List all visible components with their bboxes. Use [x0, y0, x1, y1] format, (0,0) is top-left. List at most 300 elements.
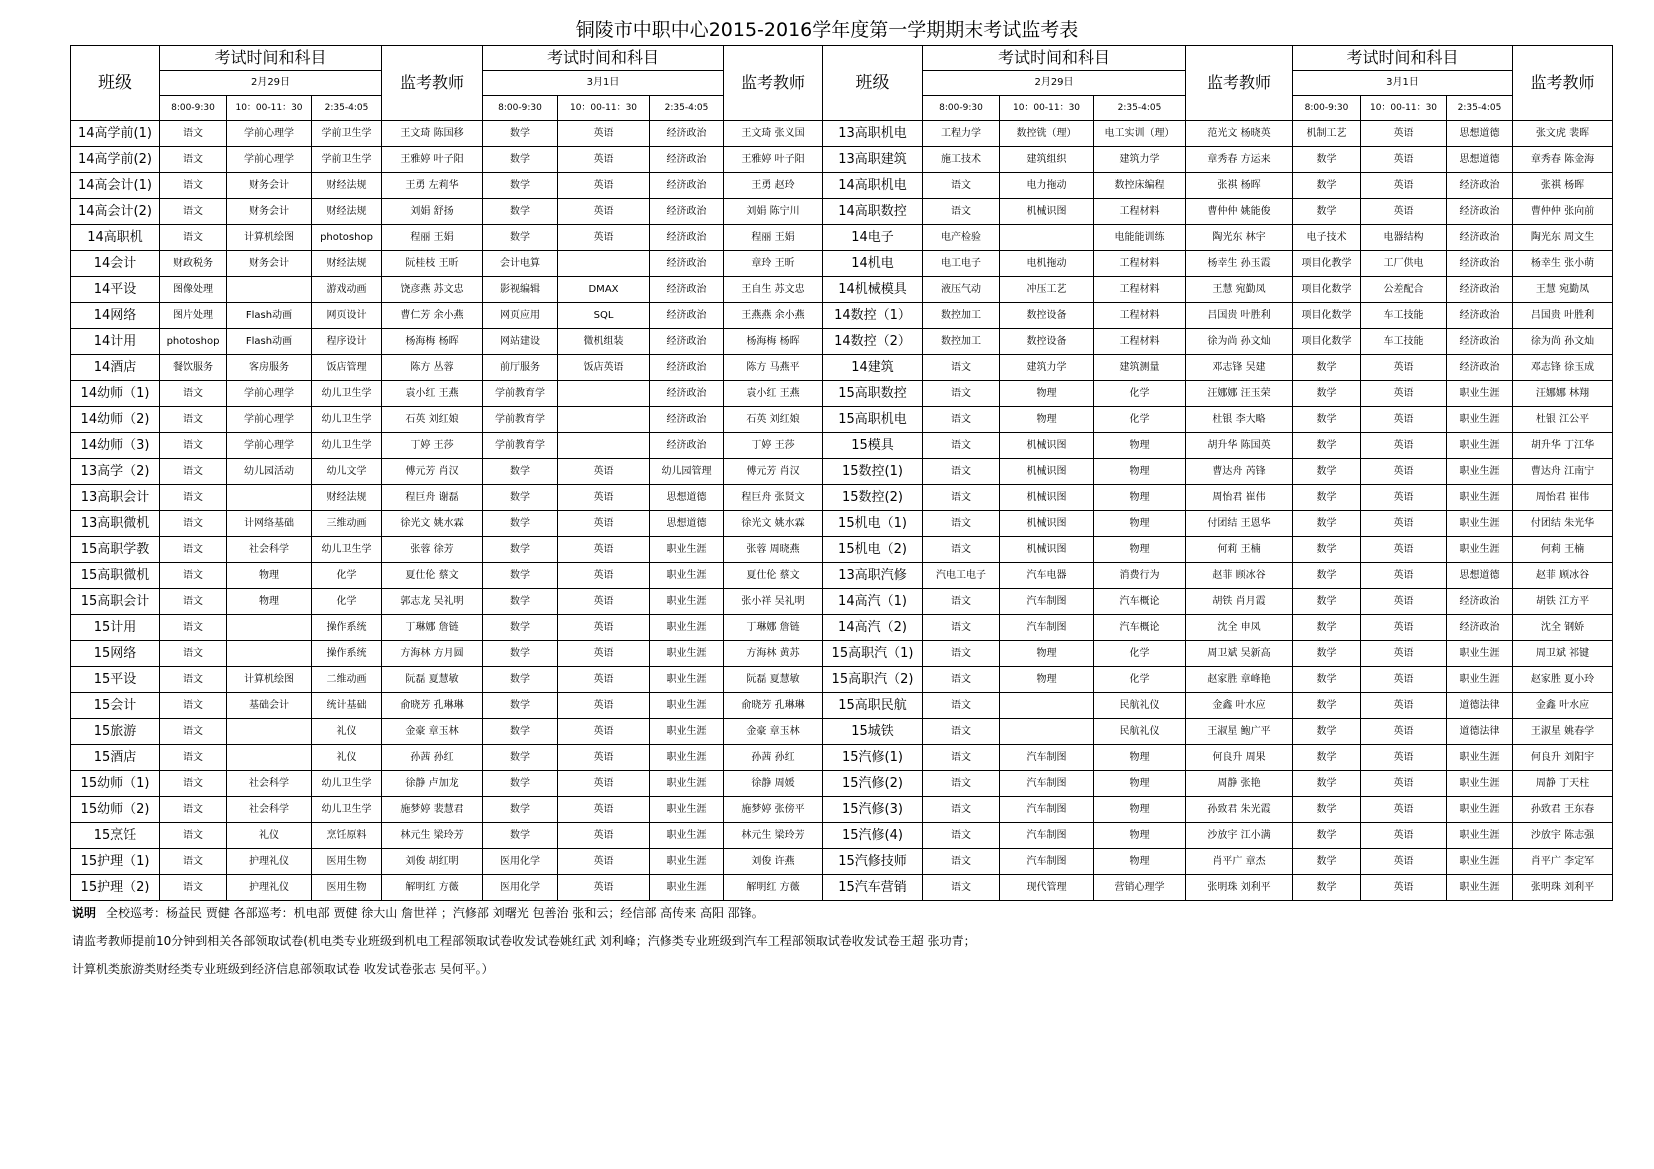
subject-cell-left: 语文: [160, 667, 227, 693]
class-cell-left: 15高职会计: [71, 589, 160, 615]
class-cell-left: 15旅游: [71, 719, 160, 745]
subject-cell-left: [227, 277, 312, 303]
invigilator-cell-right: 王慧 宛勤凤: [1186, 277, 1293, 303]
invigilator-cell-right: 章秀春 陈金海: [1513, 147, 1613, 173]
class-cell-right: 15汽车营销: [823, 875, 923, 901]
subject-cell-right: 汽车制图: [1000, 745, 1094, 771]
subject-cell-left: 图像处理: [160, 277, 227, 303]
subject-cell-right: 语文: [923, 693, 1000, 719]
subject-cell-right: 英语: [1361, 719, 1447, 745]
invigilator-cell-right: 赵家胜 夏小玲: [1513, 667, 1613, 693]
subject-cell-left: 英语: [558, 875, 650, 901]
class-cell-left: 15高职学教: [71, 537, 160, 563]
subject-cell-right: 语文: [923, 485, 1000, 511]
subject-cell-right: 英语: [1361, 615, 1447, 641]
subject-cell-right: 数学: [1293, 173, 1361, 199]
subject-cell-right: 工厂供电: [1361, 251, 1447, 277]
invigilator-cell-left: 金豪 章玉林: [724, 719, 823, 745]
invigilator-cell-left: 俞晓芳 孔琳琳: [382, 693, 483, 719]
class-cell-right: 14高汽（2): [823, 615, 923, 641]
class-cell-right: 15汽修技师: [823, 849, 923, 875]
subject-cell-right: 语文: [923, 433, 1000, 459]
subject-cell-left: 学前教育学: [483, 433, 558, 459]
subject-cell-left: 经济政治: [650, 329, 724, 355]
subject-cell-left: 职业生涯: [650, 589, 724, 615]
subject-cell-left: 数学: [483, 563, 558, 589]
notes-line-1: [72, 905, 764, 921]
subject-cell-left: [558, 433, 650, 459]
invigilator-cell-right: 陶光东 林宇: [1186, 225, 1293, 251]
invigilator-cell-right: 邓志锋 吴建: [1186, 355, 1293, 381]
invigilator-cell-right: 金鑫 叶水应: [1186, 693, 1293, 719]
invigilator-cell-left: 刘娟 舒扬: [382, 199, 483, 225]
subject-cell-right: 电器结构: [1361, 225, 1447, 251]
subject-cell-right: 物理: [1000, 381, 1094, 407]
class-cell-left: 15平设: [71, 667, 160, 693]
invigilator-cell-left: 金豪 章玉林: [382, 719, 483, 745]
subject-cell-right: 化学: [1094, 641, 1186, 667]
subject-cell-left: 语文: [160, 693, 227, 719]
subject-cell-left: 网页设计: [312, 303, 382, 329]
subject-cell-left: 幼儿文学: [312, 459, 382, 485]
subject-cell-left: 英语: [558, 121, 650, 147]
subject-cell-right: 物理: [1094, 823, 1186, 849]
subject-cell-left: 微机组装: [558, 329, 650, 355]
subject-cell-right: 数学: [1293, 771, 1361, 797]
subject-cell-right: 汽电工电子: [923, 563, 1000, 589]
subject-cell-left: 英语: [558, 225, 650, 251]
invigilator-cell-right: 孙致君 王东春: [1513, 797, 1613, 823]
invigilator-cell-right: 金鑫 叶水应: [1513, 693, 1613, 719]
invigilator-cell-left: 郭志龙 吴礼明: [382, 589, 483, 615]
table-row: [71, 667, 1613, 693]
class-cell-right: 15数控(2): [823, 485, 923, 511]
subject-cell-left: SQL: [558, 303, 650, 329]
invigilator-cell-right: 肖平广 章杰: [1186, 849, 1293, 875]
subject-cell-left: 英语: [558, 849, 650, 875]
invigilator-cell-right: 沈全 申凤: [1186, 615, 1293, 641]
subject-cell-left: 医用化学: [483, 875, 558, 901]
subject-cell-right: 消费行为: [1094, 563, 1186, 589]
subject-cell-right: 英语: [1361, 667, 1447, 693]
subject-cell-right: 职业生涯: [1447, 381, 1513, 407]
invigilator-cell-left: 张蓉 徐芳: [382, 537, 483, 563]
class-cell-right: 15模具: [823, 433, 923, 459]
subject-cell-left: 语文: [160, 485, 227, 511]
subject-cell-left: 职业生涯: [650, 615, 724, 641]
subject-cell-right: 项目化数学: [1293, 277, 1361, 303]
subject-cell-right: 语文: [923, 771, 1000, 797]
subject-cell-left: 幼儿卫生学: [312, 537, 382, 563]
subject-cell-right: 职业生涯: [1447, 407, 1513, 433]
subject-cell-left: 数学: [483, 797, 558, 823]
class-cell-right: 14高汽（1): [823, 589, 923, 615]
subject-cell-left: 职业生涯: [650, 875, 724, 901]
subject-cell-left: 英语: [558, 667, 650, 693]
class-cell-left: 15高职微机: [71, 563, 160, 589]
class-cell-right: 14机电: [823, 251, 923, 277]
subject-cell-left: 数学: [483, 771, 558, 797]
exam-header-3: 考试时间和科目: [923, 46, 1186, 71]
invigilator-cell-left: 石英 刘红娘: [724, 407, 823, 433]
subject-cell-right: 数学: [1293, 537, 1361, 563]
table-row: [71, 563, 1613, 589]
notes-text-1: 全校巡考：杨益民 贾健 各部巡考：机电部 贾健 徐大山 詹世祥 ；汽修部 刘曙光 包善治 张和云；经信部 高传来 高阳 邵锋。: [106, 906, 764, 920]
subject-cell-right: 英语: [1361, 537, 1447, 563]
invigilator-cell-right: 邓志锋 徐玉成: [1513, 355, 1613, 381]
subject-cell-left: Flash动画: [227, 329, 312, 355]
subject-cell-left: 经济政治: [650, 225, 724, 251]
time-header: 8:00-9:30: [483, 96, 558, 121]
invig-header-4: 监考教师: [1513, 46, 1613, 121]
exam-header-4: 考试时间和科目: [1293, 46, 1513, 71]
subject-cell-right: 数学: [1293, 563, 1361, 589]
subject-cell-right: 物理: [1094, 537, 1186, 563]
subject-cell-left: 学前教育学: [483, 407, 558, 433]
class-cell-right: 14机械模具: [823, 277, 923, 303]
subject-cell-left: 数学: [483, 693, 558, 719]
subject-cell-right: 机械识图: [1000, 459, 1094, 485]
subject-cell-right: 英语: [1361, 433, 1447, 459]
subject-cell-left: 经济政治: [650, 147, 724, 173]
subject-cell-right: 职业生涯: [1447, 823, 1513, 849]
subject-cell-left: 语文: [160, 147, 227, 173]
subject-cell-right: 经济政治: [1447, 329, 1513, 355]
subject-cell-left: 语文: [160, 225, 227, 251]
subject-cell-right: 数学: [1293, 797, 1361, 823]
subject-cell-left: 经济政治: [650, 407, 724, 433]
invigilator-cell-left: 方海林 方月圆: [382, 641, 483, 667]
invigilator-cell-right: 曹达舟 芮锋: [1186, 459, 1293, 485]
subject-cell-right: 物理: [1000, 407, 1094, 433]
subject-cell-left: 数学: [483, 719, 558, 745]
subject-cell-right: 语文: [923, 797, 1000, 823]
invigilator-cell-right: 张祺 杨晖: [1186, 173, 1293, 199]
subject-cell-left: [558, 381, 650, 407]
class-cell-right: 15机电（2): [823, 537, 923, 563]
subject-cell-left: 财务会计: [227, 173, 312, 199]
subject-cell-left: 英语: [558, 511, 650, 537]
subject-cell-left: 语文: [160, 771, 227, 797]
subject-cell-left: 财政税务: [160, 251, 227, 277]
subject-cell-left: Flash动画: [227, 303, 312, 329]
subject-cell-left: [227, 615, 312, 641]
invigilation-table: [70, 45, 1613, 901]
subject-cell-right: 民航礼仪: [1094, 693, 1186, 719]
subject-cell-right: 营销心理学: [1094, 875, 1186, 901]
invigilator-cell-left: 徐静 卢加龙: [382, 771, 483, 797]
subject-cell-left: 语文: [160, 797, 227, 823]
subject-cell-right: 建筑组织: [1000, 147, 1094, 173]
subject-cell-right: [1000, 225, 1094, 251]
subject-cell-left: 幼儿园活动: [227, 459, 312, 485]
subject-cell-right: 经济政治: [1447, 589, 1513, 615]
subject-cell-right: 汽车制图: [1000, 589, 1094, 615]
subject-cell-left: 经济政治: [650, 355, 724, 381]
invigilator-cell-left: 解明红 方薇: [724, 875, 823, 901]
subject-cell-left: 前厅服务: [483, 355, 558, 381]
subject-cell-left: 经济政治: [650, 381, 724, 407]
subject-cell-left: 英语: [558, 459, 650, 485]
subject-cell-left: [558, 407, 650, 433]
class-cell-right: 15高职机电: [823, 407, 923, 433]
invigilator-cell-left: 方海林 黄苏: [724, 641, 823, 667]
time-header: 2:35-4:05: [312, 96, 382, 121]
invigilator-cell-left: 王雅婷 叶子阳: [382, 147, 483, 173]
table-row: [71, 173, 1613, 199]
subject-cell-left: 网站建设: [483, 329, 558, 355]
subject-cell-right: 电工实训（理）: [1094, 121, 1186, 147]
invigilator-cell-left: 袁小红 王燕: [724, 381, 823, 407]
subject-cell-right: 物理: [1094, 797, 1186, 823]
subject-cell-left: 职业生涯: [650, 849, 724, 875]
table-row: [71, 303, 1613, 329]
class-cell-left: 15护理（1): [71, 849, 160, 875]
subject-cell-left: 语文: [160, 719, 227, 745]
class-cell-left: 15护理（2): [71, 875, 160, 901]
subject-cell-right: 数学: [1293, 381, 1361, 407]
time-header: 2:35-4:05: [1094, 96, 1186, 121]
invigilator-cell-left: 夏仕伦 蔡文: [724, 563, 823, 589]
class-cell-right: 15汽修(4): [823, 823, 923, 849]
class-cell-left: 14平设: [71, 277, 160, 303]
subject-cell-right: 经济政治: [1447, 277, 1513, 303]
invigilator-cell-right: 胡铁 江方平: [1513, 589, 1613, 615]
subject-cell-left: 英语: [558, 823, 650, 849]
exam-header-1: 考试时间和科目: [160, 46, 382, 71]
subject-cell-left: 医用生物: [312, 875, 382, 901]
invigilator-cell-right: 沙放宇 江小满: [1186, 823, 1293, 849]
table-row: [71, 485, 1613, 511]
subject-cell-left: 护理礼仪: [227, 875, 312, 901]
subject-cell-right: 建筑力学: [1000, 355, 1094, 381]
time-header: 10：00-11：30: [1000, 96, 1094, 121]
class-cell-left: 15幼师（2): [71, 797, 160, 823]
subject-cell-left: 语文: [160, 407, 227, 433]
table-row: [71, 589, 1613, 615]
subject-cell-left: 数学: [483, 225, 558, 251]
invigilator-cell-right: 范光文 杨晓英: [1186, 121, 1293, 147]
subject-cell-right: 汽车制图: [1000, 797, 1094, 823]
invigilator-cell-right: 沈全 钢娇: [1513, 615, 1613, 641]
table-row: [71, 537, 1613, 563]
table-row: [71, 225, 1613, 251]
subject-cell-left: 语文: [160, 537, 227, 563]
class-cell-right: 14数控（1）: [823, 303, 923, 329]
class-cell-left: 14酒店: [71, 355, 160, 381]
invigilator-cell-left: 曹仁芳 余小燕: [382, 303, 483, 329]
date-header-1: 2月29日: [160, 71, 382, 96]
subject-cell-left: 英语: [558, 147, 650, 173]
subject-cell-right: 化学: [1094, 407, 1186, 433]
subject-cell-left: 化学: [312, 563, 382, 589]
subject-cell-right: 物理: [1094, 771, 1186, 797]
subject-cell-right: 冲压工艺: [1000, 277, 1094, 303]
subject-cell-right: 英语: [1361, 511, 1447, 537]
subject-cell-right: 数学: [1293, 147, 1361, 173]
class-cell-right: 15汽修(3): [823, 797, 923, 823]
invigilator-cell-left: 陈方 马燕平: [724, 355, 823, 381]
table-row: [71, 277, 1613, 303]
invigilator-cell-right: 徐为尚 孙文灿: [1513, 329, 1613, 355]
subject-cell-left: 幼儿卫生学: [312, 381, 382, 407]
notes-line-3: 计算机类旅游类财经类专业班级到经济信息部领取试卷 收发试卷张志 吴何平。）: [72, 962, 494, 976]
subject-cell-right: 语文: [923, 849, 1000, 875]
subject-cell-right: 英语: [1361, 797, 1447, 823]
invigilator-cell-left: 王文琦 张义国: [724, 121, 823, 147]
subject-cell-right: 数学: [1293, 615, 1361, 641]
subject-cell-left: 职业生涯: [650, 563, 724, 589]
invigilator-cell-right: 何莉 王楠: [1186, 537, 1293, 563]
invigilator-cell-right: 徐为尚 孙文灿: [1186, 329, 1293, 355]
subject-cell-right: 经济政治: [1447, 225, 1513, 251]
subject-cell-right: 工程材料: [1094, 199, 1186, 225]
invigilator-cell-left: 刘俊 许燕: [724, 849, 823, 875]
subject-cell-left: 操作系统: [312, 615, 382, 641]
subject-cell-right: 经济政治: [1447, 355, 1513, 381]
class-cell-left: 14高学前(1): [71, 121, 160, 147]
invigilator-cell-left: 施梦婷 裴慧君: [382, 797, 483, 823]
subject-cell-left: 语文: [160, 121, 227, 147]
subject-cell-left: 语文: [160, 615, 227, 641]
invigilator-cell-left: 杨海梅 杨晖: [382, 329, 483, 355]
invigilator-cell-right: 赵菲 顾冰谷: [1186, 563, 1293, 589]
subject-cell-left: [227, 485, 312, 511]
subject-cell-left: 影视编辑: [483, 277, 558, 303]
subject-cell-right: 英语: [1361, 771, 1447, 797]
subject-cell-left: 数学: [483, 485, 558, 511]
invigilator-cell-left: 徐静 周媛: [724, 771, 823, 797]
subject-cell-right: 电产检验: [923, 225, 1000, 251]
class-cell-right: 15城铁: [823, 719, 923, 745]
subject-cell-left: [227, 719, 312, 745]
class-cell-right: 14数控（2）: [823, 329, 923, 355]
subject-cell-left: 职业生涯: [650, 823, 724, 849]
subject-cell-right: 建筑测量: [1094, 355, 1186, 381]
subject-cell-right: 英语: [1361, 693, 1447, 719]
subject-cell-left: 物理: [227, 563, 312, 589]
subject-cell-left: 语文: [160, 381, 227, 407]
subject-cell-right: 机械识图: [1000, 199, 1094, 225]
subject-cell-left: 经济政治: [650, 277, 724, 303]
class-cell-right: 13高职机电: [823, 121, 923, 147]
subject-cell-right: 物理: [1094, 485, 1186, 511]
invigilator-cell-left: 孙茜 孙红: [724, 745, 823, 771]
subject-cell-left: 职业生涯: [650, 771, 724, 797]
subject-cell-right: 车工技能: [1361, 303, 1447, 329]
subject-cell-right: 思想道德: [1447, 147, 1513, 173]
subject-cell-left: 数学: [483, 199, 558, 225]
subject-cell-left: 礼仪: [227, 823, 312, 849]
subject-cell-right: 施工技术: [923, 147, 1000, 173]
invigilator-cell-right: 胡升华 陈国英: [1186, 433, 1293, 459]
subject-cell-right: 数学: [1293, 511, 1361, 537]
table-row: [71, 875, 1613, 901]
subject-cell-right: 语文: [923, 199, 1000, 225]
subject-cell-left: 饭店管理: [312, 355, 382, 381]
subject-cell-left: 经济政治: [650, 433, 724, 459]
subject-cell-right: 语文: [923, 381, 1000, 407]
subject-cell-left: 游戏动画: [312, 277, 382, 303]
subject-cell-right: 数学: [1293, 355, 1361, 381]
subject-cell-right: 英语: [1361, 563, 1447, 589]
subject-cell-left: 医用化学: [483, 849, 558, 875]
subject-cell-left: 语文: [160, 433, 227, 459]
invigilator-cell-right: 王慧 宛勤凤: [1513, 277, 1613, 303]
subject-cell-right: 物理: [1094, 745, 1186, 771]
invigilator-cell-right: 杨幸生 张小萌: [1513, 251, 1613, 277]
invigilator-cell-left: 阮磊 夏慧敏: [724, 667, 823, 693]
subject-cell-right: 语文: [923, 667, 1000, 693]
subject-cell-left: 财经法规: [312, 251, 382, 277]
subject-cell-right: 物理: [1094, 849, 1186, 875]
table-row: [71, 407, 1613, 433]
subject-cell-left: 经济政治: [650, 173, 724, 199]
subject-cell-right: 职业生涯: [1447, 511, 1513, 537]
subject-cell-right: 电能能训练: [1094, 225, 1186, 251]
class-cell-right: 15汽修(2): [823, 771, 923, 797]
subject-cell-right: 职业生涯: [1447, 459, 1513, 485]
subject-cell-right: 职业生涯: [1447, 667, 1513, 693]
page-title: 铜陵市中职中心2015-2016学年度第一学期期末考试监考表: [575, 19, 1079, 41]
subject-cell-left: 幼儿园管理: [650, 459, 724, 485]
time-header: 10：00-11：30: [558, 96, 650, 121]
invigilator-cell-left: 刘娟 陈宁川: [724, 199, 823, 225]
subject-cell-right: 电力拖动: [1000, 173, 1094, 199]
subject-cell-right: 数学: [1293, 719, 1361, 745]
subject-cell-left: 数学: [483, 589, 558, 615]
invigilator-cell-right: 胡升华 丁江华: [1513, 433, 1613, 459]
subject-cell-left: 语文: [160, 875, 227, 901]
class-cell-left: 14会计: [71, 251, 160, 277]
class-cell-left: 14高会计(2): [71, 199, 160, 225]
subject-cell-right: 英语: [1361, 199, 1447, 225]
invigilator-cell-right: 赵家胜 章峰艳: [1186, 667, 1293, 693]
subject-cell-left: 学前心理学: [227, 147, 312, 173]
invigilator-cell-right: 汪娜娜 汪玉荣: [1186, 381, 1293, 407]
subject-cell-right: 机械识图: [1000, 537, 1094, 563]
invigilator-cell-right: 陶光东 周文生: [1513, 225, 1613, 251]
subject-cell-right: 数学: [1293, 667, 1361, 693]
notes-line-2: 请监考教师提前10分钟到相关各部领取试卷(机电类专业班级到机电工程部领取试卷收发试卷姚红武 刘利峰；汽修类专业班级到汽车工程部领取试卷收发试卷王超 张功青；: [72, 934, 976, 948]
subject-cell-left: 英语: [558, 173, 650, 199]
subject-cell-right: 数学: [1293, 823, 1361, 849]
subject-cell-right: 现代管理: [1000, 875, 1094, 901]
subject-cell-left: 英语: [558, 641, 650, 667]
subject-cell-left: 社会科学: [227, 771, 312, 797]
subject-cell-right: 语文: [923, 823, 1000, 849]
subject-cell-left: 数学: [483, 823, 558, 849]
subject-cell-right: 道德法律: [1447, 693, 1513, 719]
invig-header-3: 监考教师: [1186, 46, 1293, 121]
class-cell-right: 14建筑: [823, 355, 923, 381]
time-header: 10：00-11：30: [227, 96, 312, 121]
class-cell-right: 15高职数控: [823, 381, 923, 407]
invigilator-cell-left: 阮磊 夏慧敏: [382, 667, 483, 693]
subject-cell-right: 语文: [923, 407, 1000, 433]
time-header: 8:00-9:30: [160, 96, 227, 121]
subject-cell-left: 英语: [558, 719, 650, 745]
subject-cell-right: 语文: [923, 745, 1000, 771]
subject-cell-left: 财务会计: [227, 251, 312, 277]
subject-cell-left: 思想道德: [650, 485, 724, 511]
subject-cell-right: 语文: [923, 355, 1000, 381]
subject-cell-right: 化学: [1094, 667, 1186, 693]
subject-cell-right: 英语: [1361, 641, 1447, 667]
class-cell-left: 14幼师（2): [71, 407, 160, 433]
table-row: [71, 719, 1613, 745]
invigilator-cell-left: 阮桂枝 王昕: [382, 251, 483, 277]
